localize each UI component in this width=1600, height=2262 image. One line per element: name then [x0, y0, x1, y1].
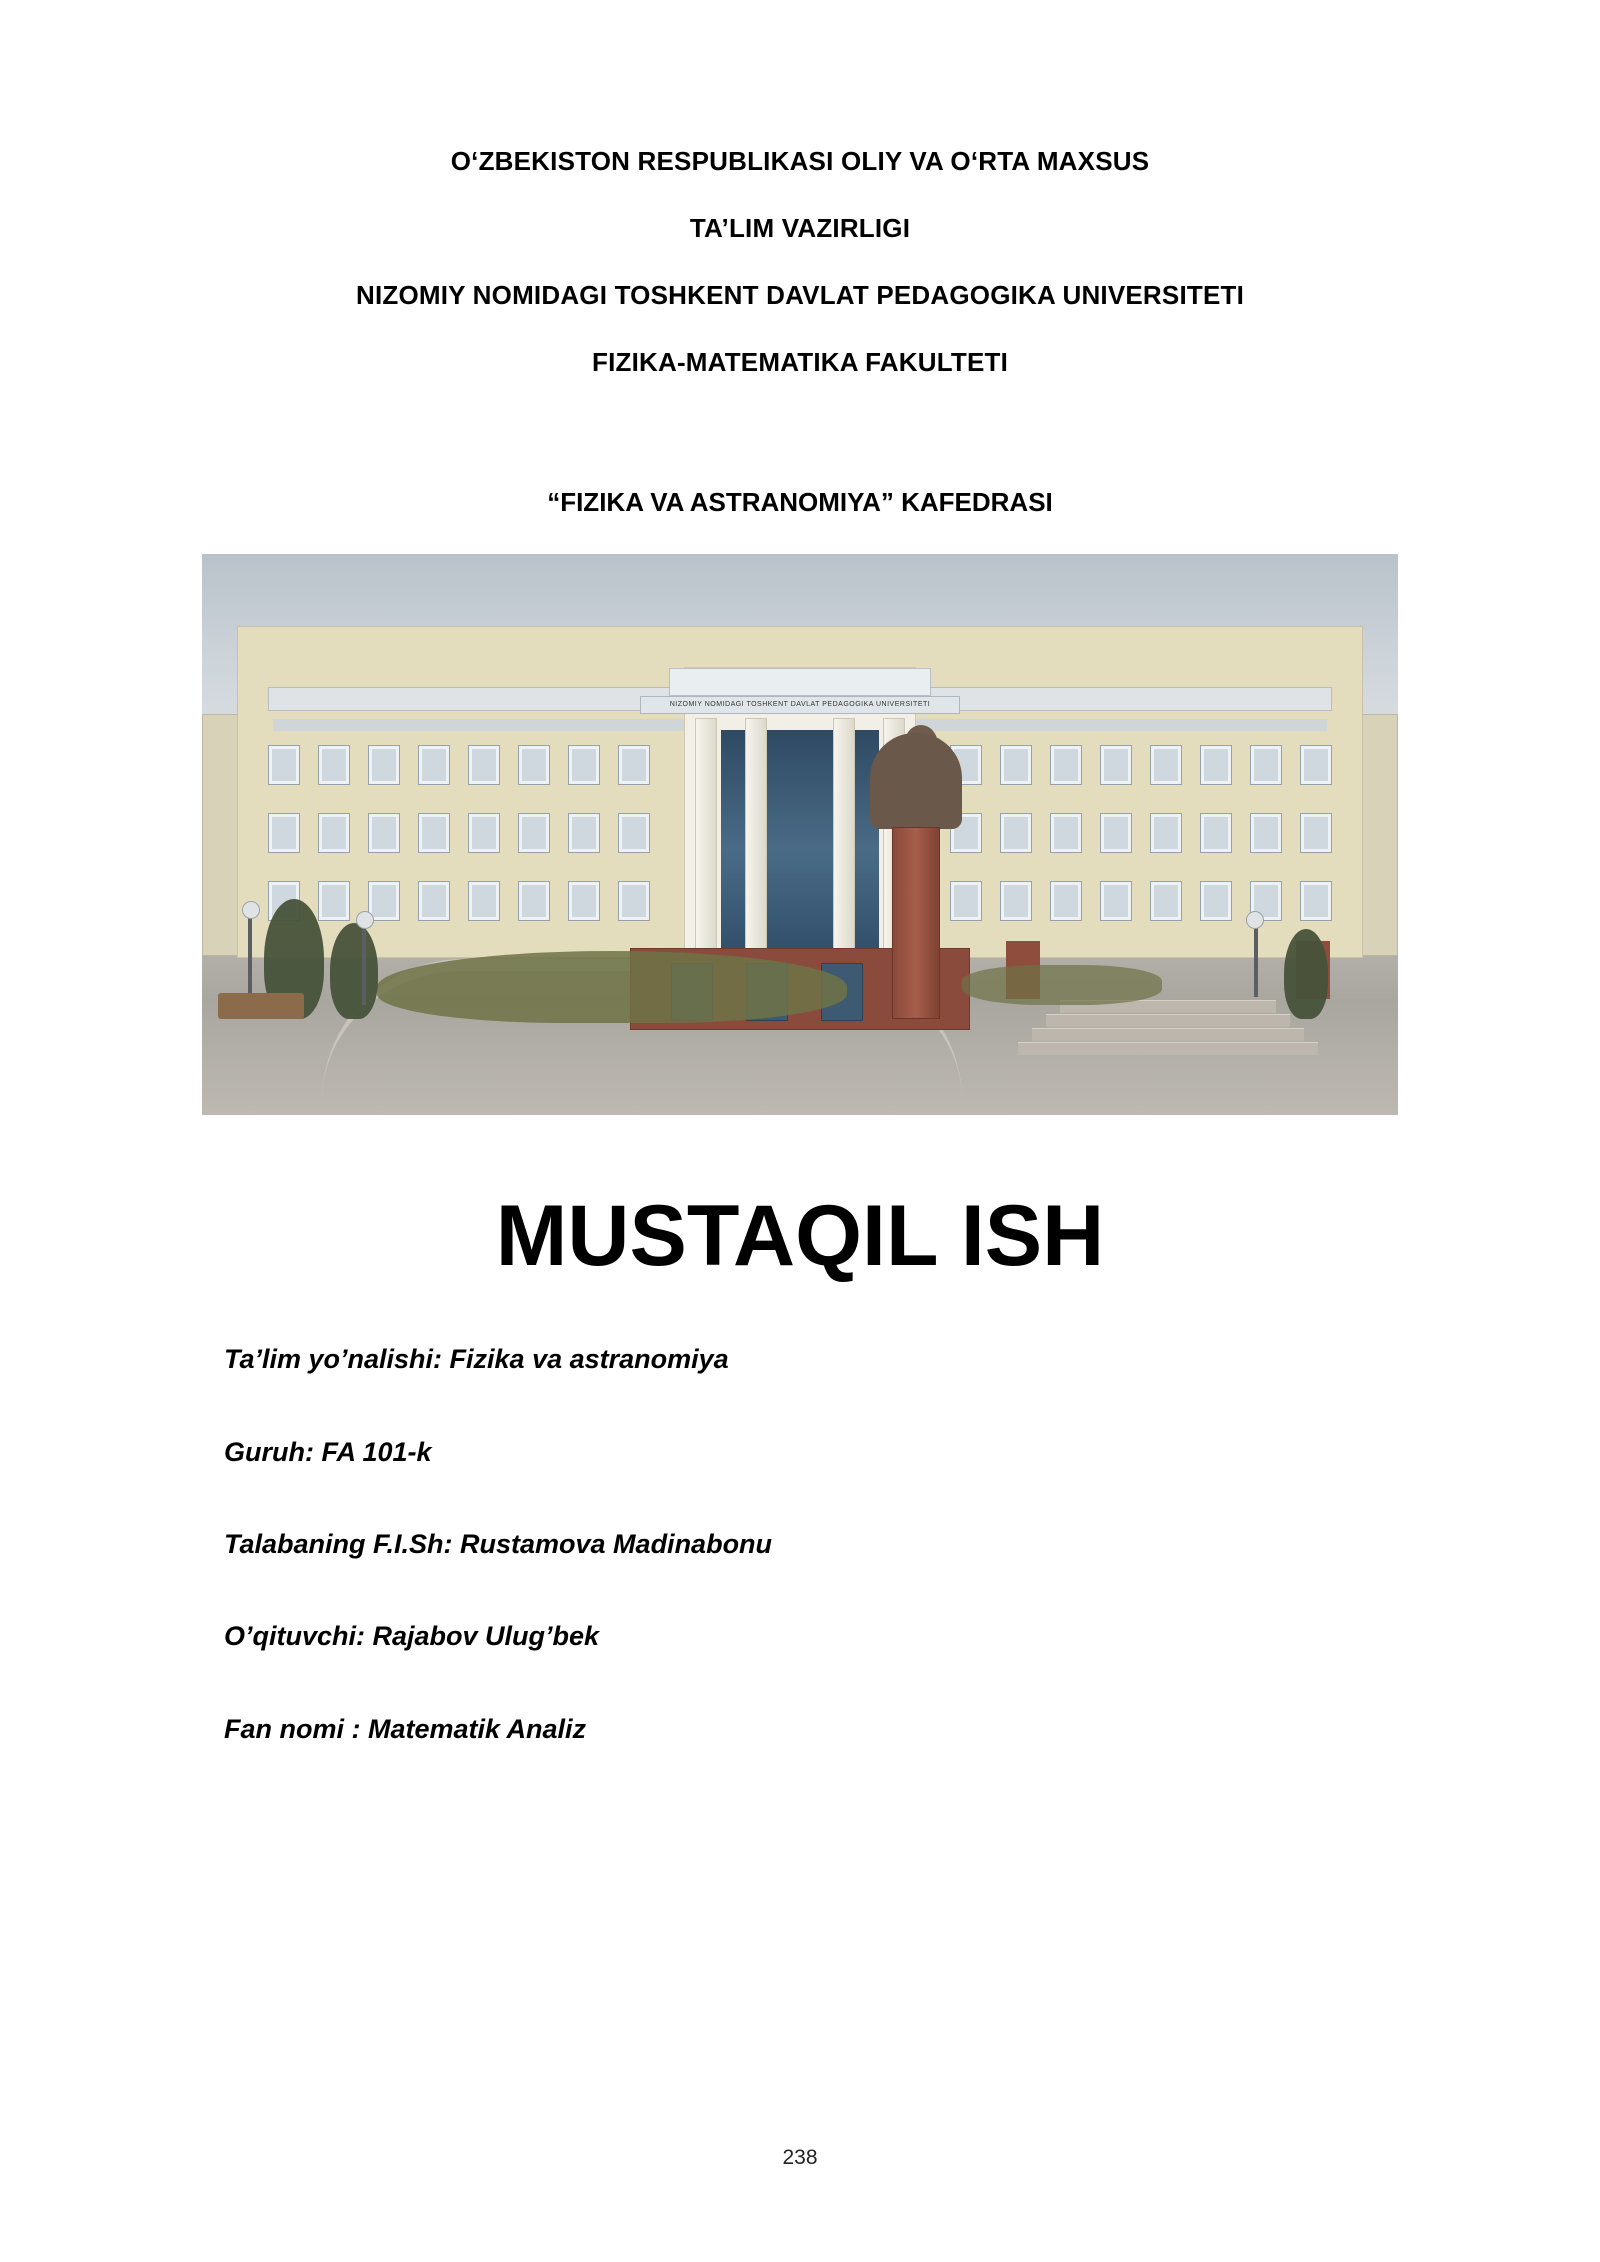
photo-column-3: [833, 718, 855, 968]
field-student-name: Talabaning F.I.Sh: Rustamova Madinabonu: [224, 1529, 773, 1560]
header-line-department: “FIZIKA VA ASTRANOMIYA” KAFEDRASI: [547, 487, 1053, 517]
photo-main-building: [237, 626, 1363, 958]
photo-lamp-post-3: [1254, 927, 1258, 997]
photo-canvas: [202, 554, 1398, 1115]
photo-bench: [218, 993, 304, 1019]
header-line-university: NIZOMIY NOMIDAGI TOSHKENT DAVLAT PEDAGOGIKA UNIVERSITETI: [355, 280, 1244, 310]
header-line-faculty: FIZIKA-MATEMATIKA FAKULTETI: [591, 347, 1009, 377]
field-group: Guruh: FA 101-k: [224, 1436, 432, 1467]
photo-lamp-head-3: [1246, 911, 1264, 929]
page-title: MUSTAQIL ISH: [495, 1188, 1105, 1284]
header-line-ministry-2: TA’LIM VAZIRLIGI: [689, 213, 911, 243]
field-teacher: O’qituvchi: Rajabov Ulug’bek: [224, 1621, 600, 1652]
field-subject: Fan nomi : Matematik Analiz: [224, 1713, 587, 1744]
photo-column-2: [745, 718, 767, 968]
header-line-ministry-1: O‘ZBEKISTON RESPUBLIKASI OLIY VA O‘RTA MAXSUS: [450, 146, 1150, 176]
photo-lamp-post-2: [362, 927, 366, 1005]
photo-tree-2: [330, 923, 378, 1019]
photo-monument-pedestal: [892, 827, 940, 1019]
photo-tree-3: [1284, 929, 1328, 1019]
photo-lamp-head-2: [356, 911, 374, 929]
photo-building-sign: NIZOMIY NOMIDAGI TOSHKENT DAVLAT PEDAGOGIKA UNIVERSITETI: [640, 696, 960, 714]
photo-monument-bust: [870, 733, 962, 829]
photo-lawn-right: [962, 965, 1162, 1005]
photo-column-1: [695, 718, 717, 968]
photo-lawn-left: [377, 951, 847, 1023]
page-number: 238: [782, 2146, 818, 2169]
photo-portico-top: [669, 668, 931, 696]
document-header: [150, 0, 1450, 518]
field-direction: Ta’lim yo’nalishi: Fizika va astranomiya: [224, 1344, 729, 1375]
university-photo: [202, 554, 1398, 1115]
photo-lamp-head-1: [242, 901, 260, 919]
metadata-fields: [150, 1343, 1450, 1745]
